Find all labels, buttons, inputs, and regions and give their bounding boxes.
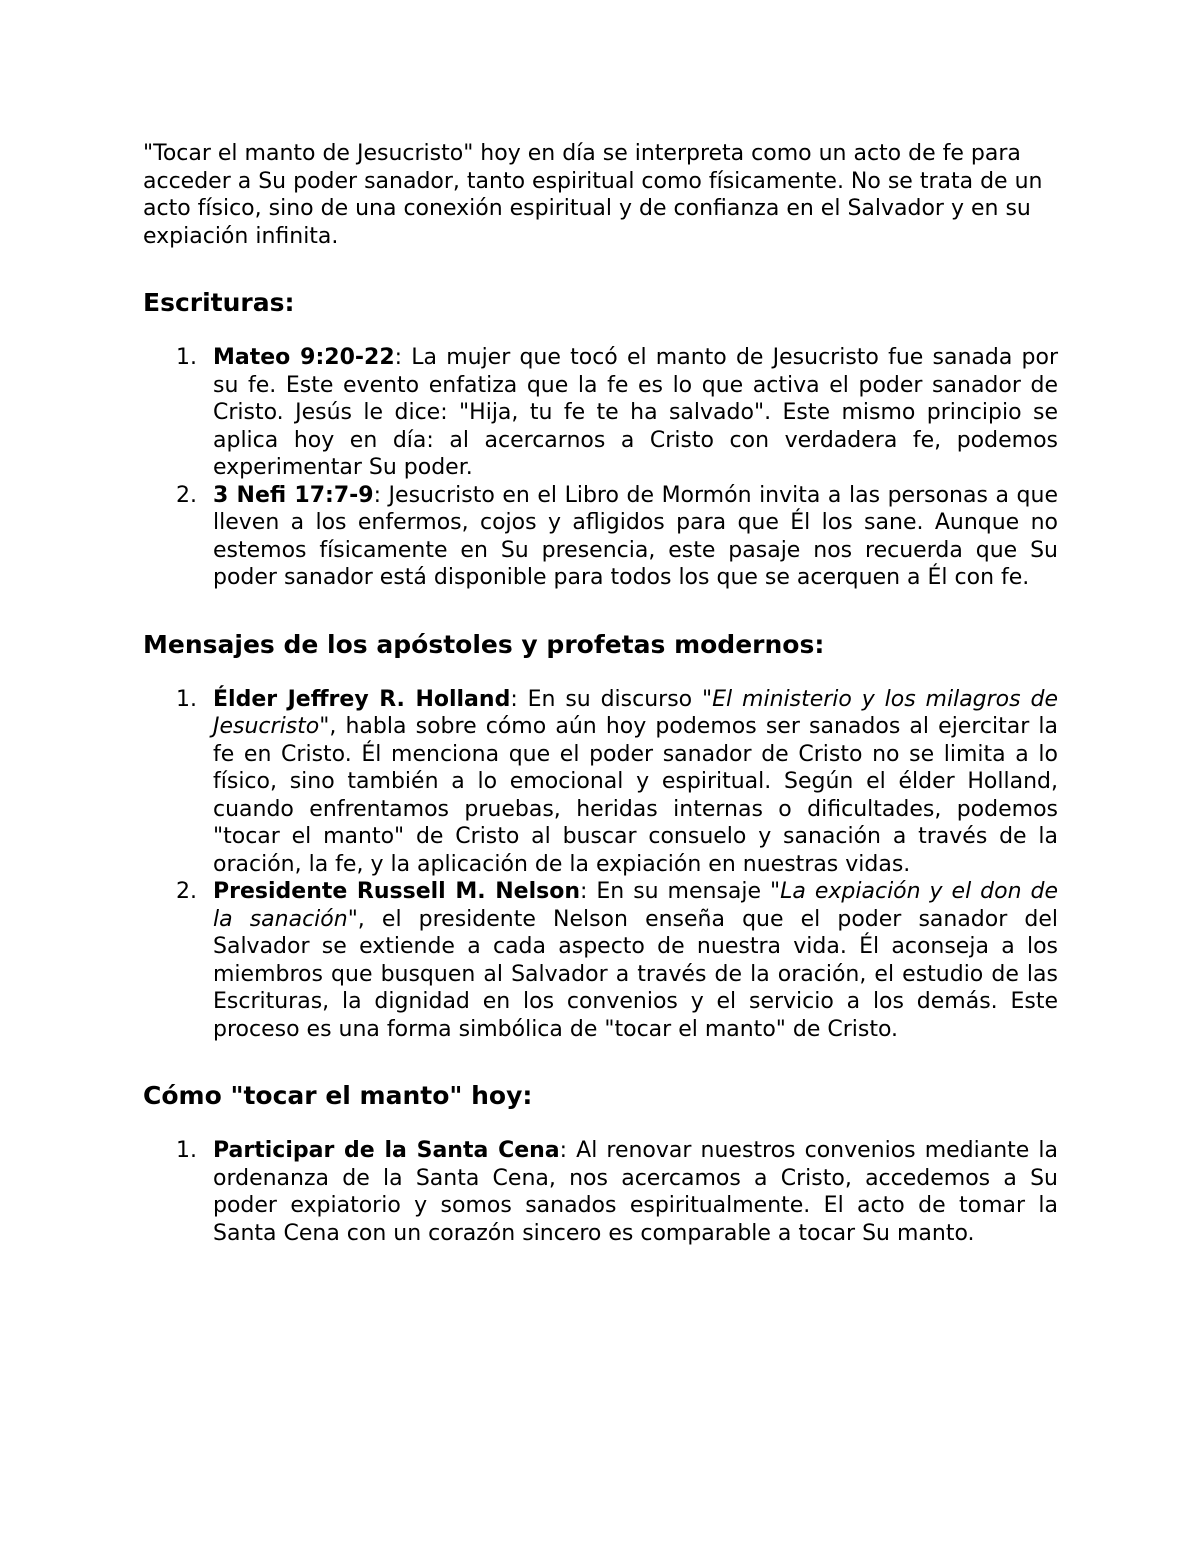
list-number: 1. [176, 345, 197, 370]
heading-como: Cómo "tocar el manto" hoy: [143, 1081, 533, 1110]
list-item-prefix: : En su mensaje " [580, 879, 781, 904]
list-number: 2. [176, 482, 197, 508]
list-item [143, 686, 1058, 879]
scripture-reference: Mateo 9:20-22 [213, 345, 395, 370]
list-como [143, 1137, 1058, 1247]
list-item-text: : Al renovar nuestros convenios mediante la ordenanza de la Santa Cena, nos acercamos a Cristo, accedemos a Su poder expiatorio y somos sanados espiritualmente. El acto de tomar la Santa Cena con un corazón sincero es comparable a tocar Su manto. [213, 1138, 1059, 1246]
scripture-reference: 3 Nefi 17:7-9 [213, 482, 374, 508]
list-item-text: ", el presidente Nelson enseña que el poder sanador del Salvador se extiende a cada aspecto de nuestra vida. Él aconseja a los miembros que busquen al Salvador a través de la oración, el estudio de las Escrituras, la dignidad en los convenios y el servicio a los demás. Este proceso es una forma simbólica de "tocar el manto" de Cristo. [213, 906, 1058, 1042]
list-item-text: ", habla sobre cómo aún hoy podemos ser sanados al ejercitar la fe en Cristo. Él menciona que el poder sanador de Cristo no se limita a lo físico, sino también a lo emocional y espiritual. Según el élder Holland, cuando enfrentamos pruebas, heridas internas o dificultades, podemos "tocar el manto" de Cristo al buscar consuelo y sanación a través de la oración, la fe, y la aplicación de la expiación en nuestras vidas. [213, 714, 1058, 877]
list-item-prefix: : En su discurso " [510, 686, 713, 712]
list-item [143, 1137, 1058, 1247]
list-item [143, 344, 1058, 482]
speaker-name: Élder Jeffrey R. Holland [213, 686, 511, 712]
heading-mensajes: Mensajes de los apóstoles y profetas modernos: [143, 629, 825, 659]
list-item-text: : Jesucristo en el Libro de Mormón invita a las personas a que lleven a los enfermos, cojos y afligidos para que Él los sane. Aunque no estemos físicamente en Su presencia, este pasaje nos recuerda que Su poder sanador está disponible para todos los que se acerquen a Él con fe. [213, 482, 1058, 590]
list-number: 1. [176, 1138, 197, 1163]
heading-escrituras: Escrituras: [143, 288, 295, 317]
document-page [143, 140, 1058, 1247]
list-escrituras [143, 344, 1058, 592]
practice-title: Participar de la Santa Cena [213, 1138, 560, 1163]
list-number: 1. [176, 686, 197, 712]
list-item [143, 482, 1058, 592]
talk-title: El ministerio y los milagros de Jesucristo [213, 686, 1058, 739]
intro-paragraph: "Tocar el manto de Jesucristo" hoy en día se interpreta como un acto de fe para acceder a Su poder sanador, tanto espiritual como físicamente. No se trata de un acto físico, sino de una conexión espiritual y de confianza en el Salvador y en su expiación infinita. [143, 141, 1043, 249]
speaker-name: Presidente Russell M. Nelson [213, 879, 580, 904]
list-item [143, 878, 1058, 1043]
list-item-text: : La mujer que tocó el manto de Jesucristo fue sanada por su fe. Este evento enfatiza que la fe es lo que activa el poder sanador de Cristo. Jesús le dice: "Hija, tu fe te ha salvado". Este mismo principio se aplica hoy en día: al acercarnos a Cristo con verdadera fe, podemos experimentar Su poder. [213, 345, 1058, 480]
talk-title: La expiación y el don de la sanación [213, 879, 1058, 932]
list-number: 2. [176, 879, 197, 904]
list-mensajes [143, 686, 1058, 1044]
